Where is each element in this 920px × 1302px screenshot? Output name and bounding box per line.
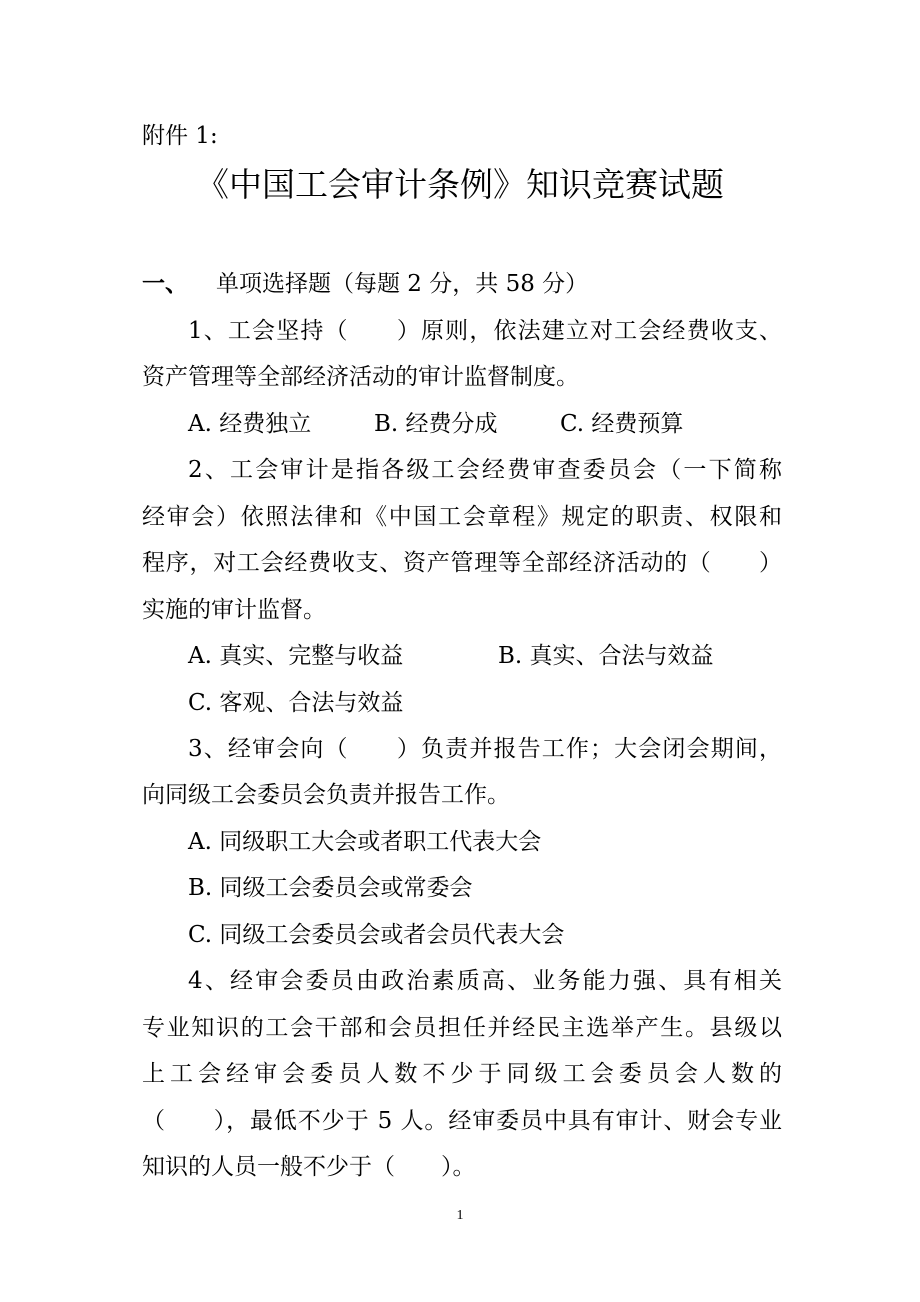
question-1-option-a: A. 经费独立	[188, 411, 312, 437]
question-4-line-1: 4、经审会委员由政治素质高、业务能力强、具有相关	[188, 968, 782, 994]
question-1-line-2: 资产管理等全部经济活动的审计监督制度。	[142, 364, 579, 390]
question-1-line-1: 1、工会坚持（ ）原则，依法建立对工会经费收支、	[188, 318, 782, 344]
question-3-option-b: B. 同级工会委员会或常委会	[188, 875, 473, 901]
question-1-option-b: B. 经费分成	[374, 411, 498, 437]
question-3-line-1: 3、经审会向（ ）负责并报告工作；大会闭会期间，	[188, 736, 782, 762]
question-2-option-c: C. 客观、合法与效益	[188, 690, 404, 716]
question-3-line-2: 向同级工会委员会负责并报告工作。	[142, 782, 510, 808]
question-4-line-2: 专业知识的工会干部和会员担任并经民主选举产生。县级以	[142, 1015, 782, 1041]
question-2-line-4: 实施的审计监督。	[142, 597, 326, 623]
page-title: 《中国工会审计条例》知识竞赛试题	[196, 165, 724, 204]
question-4-line-3: 上工会经审会委员人数不少于同级工会委员会人数的	[142, 1061, 782, 1087]
question-4-line-4: （ ），最低不少于 5 人。经审委员中具有审计、财会专业	[142, 1108, 782, 1134]
question-2-line-1: 2、工会审计是指各级工会经费审查委员会（一下简称	[188, 457, 782, 483]
question-1-option-c: C. 经费预算	[560, 411, 684, 437]
question-2-line-2: 经审会）依照法律和《中国工会章程》规定的职责、权限和	[142, 504, 782, 530]
question-2-line-3: 程序，对工会经费收支、资产管理等全部经济活动的（ ）	[142, 550, 782, 576]
attachment-label: 附件 1:	[142, 123, 218, 149]
question-3-option-c: C. 同级工会委员会或者会员代表大会	[188, 922, 565, 948]
question-1-options	[188, 409, 683, 439]
question-2-option-b: B. 真实、合法与效益	[498, 643, 714, 669]
section-title: 单项选择题（每题 2 分，共 58 分）	[216, 271, 589, 297]
question-3-option-a: A. 同级职工大会或者职工代表大会	[188, 829, 542, 855]
section-heading	[142, 269, 588, 299]
question-2-options-row-1	[188, 641, 714, 671]
question-2-option-a: A. 真实、完整与收益	[188, 643, 404, 669]
page-number: 1	[456, 1208, 464, 1223]
question-4-line-5: 知识的人员一般不少于（ ）。	[142, 1154, 476, 1180]
section-number: 一、	[142, 271, 188, 297]
